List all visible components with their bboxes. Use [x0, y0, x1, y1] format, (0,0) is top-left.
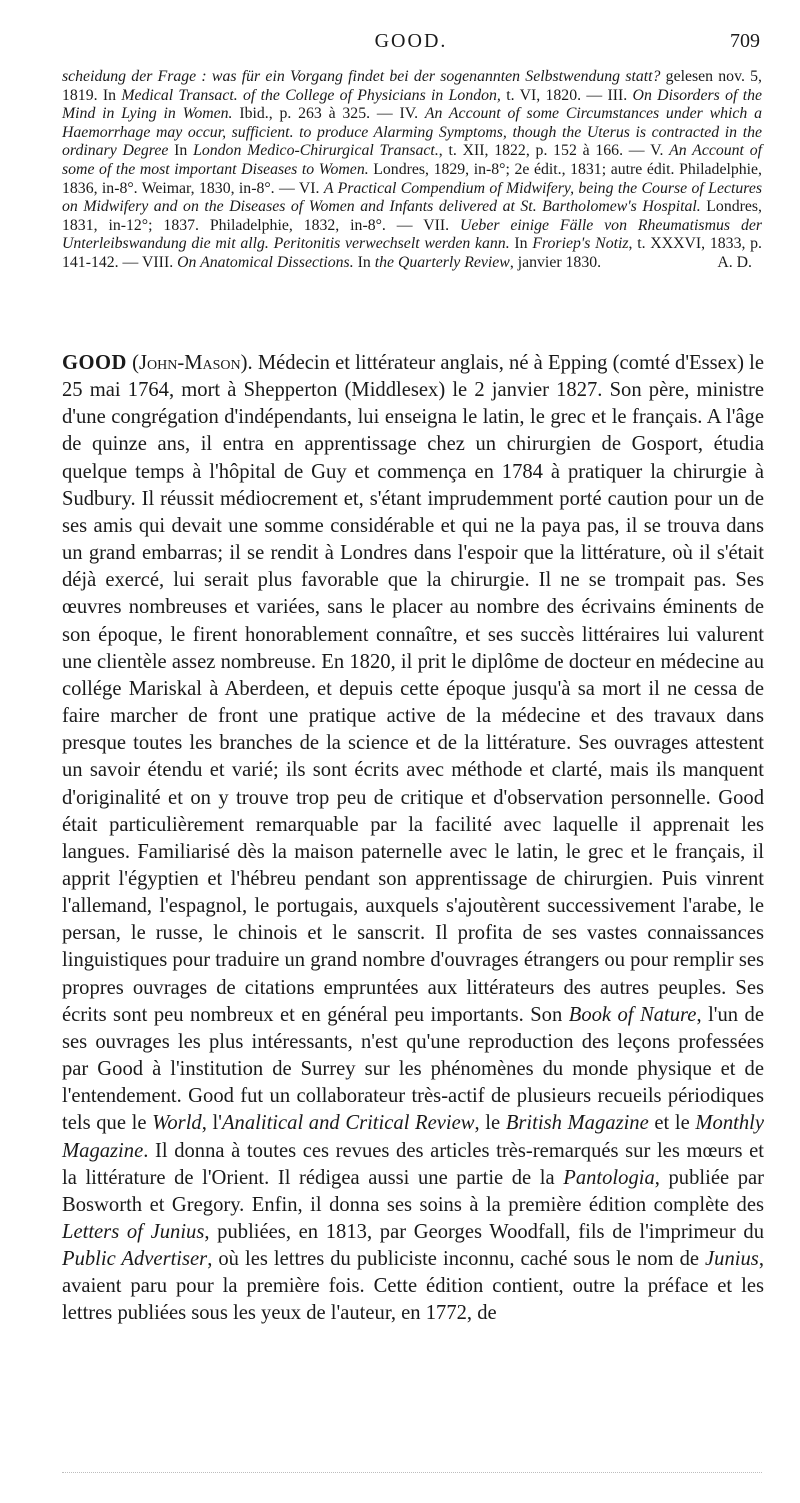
text-run: gelesen nov. 5, 1819. In [62, 68, 762, 104]
name-open: ( [126, 352, 139, 374]
text-run: t. VI, 1820. — III. [500, 86, 633, 104]
italic-text-run: Junius [705, 1248, 759, 1271]
text-run: Ibid., p. 263 à 325. — IV. [232, 105, 425, 123]
italic-text-run: World [152, 1112, 202, 1135]
article-paragraph [62, 350, 764, 1328]
footer-rule [62, 1472, 762, 1473]
italic-text-run: Froriep's Notiz [532, 235, 629, 253]
notes-paragraph [62, 68, 762, 273]
text-run: , où les lettres du publiciste inconnu, caché sous le nom de [207, 1248, 706, 1271]
text-run: , l'un de ses ouvrages les plus intéressants, n'est qu'une reproduction des leçons professées par Good à l'institution de Surrey sur les phénomènes du monde physique et de l'entendement. Good fut un collaborateur très-actif de plusieurs recueils périodiques tels que le [62, 1003, 764, 1135]
text-run: , le [474, 1112, 506, 1135]
notes-body [62, 68, 762, 271]
italic-text-run: scheidung der Frage : was für ein Vorgang findet bei der sogenannten Selbstwendung statt? [62, 68, 661, 85]
italic-text-run: Medical Transact. of the College of Physicians in London, [121, 86, 501, 104]
text-run: , publiées, en 1813, par Georges Woodfall, fils de l'imprimeur du [204, 1221, 764, 1243]
text-run: et le [648, 1112, 696, 1135]
italic-text-run: Monthly Magazine [62, 1112, 765, 1162]
italic-text-run: British Magazine [505, 1112, 649, 1135]
italic-text-run: A Practical Compendium of Midwifery, being the Course of Lectures on Midwifery and on the Diseases of Women and Infants delivered at St. Bartholomew's Hospital. [62, 179, 762, 216]
italic-text-run: the Quarterly Review [374, 253, 510, 271]
text-run: , janvier 1830. [509, 253, 602, 271]
italic-text-run: Analitical and Critical Review [221, 1112, 475, 1135]
italic-text-run: Letters of Junius [62, 1221, 205, 1243]
text-run: In [509, 235, 533, 253]
italic-text-run: Book of Nature [568, 1003, 697, 1026]
text-run: Londres, 1829, in-8°; 2e édit., 1831; autre édit. Philadelphie, 1836, in-8°. Weimar, 1830, in-8°. — VI. [62, 160, 762, 197]
italic-text-run: Pantologia [563, 1166, 655, 1189]
article-headword: GOOD [62, 352, 127, 374]
article-body [62, 352, 764, 1324]
text-run: . Il donna à toutes ces revues des articles très-remarqués sur les mœurs et la littérature de l'Orient. Il rédigea aussi une partie de la [62, 1139, 764, 1189]
name-close: ). [240, 352, 258, 374]
page-number: 709 [730, 30, 760, 52]
text-run: , t. XXXVI, 1833, p. 141-142. — VIII. [62, 235, 763, 271]
text-run: Londres, 1831, in-12°; 1837. Philadelphie, 1832, in-8°. — VII. [62, 198, 762, 234]
text-run: , t. XII, 1822, p. 152 à 166. — V. [438, 142, 670, 160]
running-head: GOOD. [374, 30, 448, 52]
page-header [62, 30, 760, 58]
bibliography-notes [62, 68, 762, 273]
text-run: , publiée par Bosworth et Gregory. Enfin, il donna ses soins à la première édition complète des [62, 1166, 764, 1216]
italic-text-run: Public Advertiser [62, 1248, 208, 1271]
text-run: In [168, 142, 194, 160]
text-run: Médecin et littérateur anglais, né à Epping (comté d'Essex) le 25 mai 1764, mort à Shepperton (Middlesex) le 2 janvier 1827. Son père, ministre d'une congrégation d'indépendants, lui enseigna le latin, le grec et le français. A l'âge de quinze ans, il entra en apprentissage chez un chirurgien de Gosport, étudia quelque temps à l'hôpital de Guy et commença en 1784 à pratiquer la chirurgie à Sudbury. Il réussit médiocrement et, s'étant imprudemment porté caution pour un de ses amis qui devait une somme considérable et qui ne la paya pas, il se trouva dans un grand embarras; il se rendit à Londres dans l'espoir que la littérature, où il s'était déjà exercé, lui serait plus favorable que la chirurgie. Il ne se trompait pas. Ses œuvres nombreuses et variées, sans le placer au nombre des écrivains éminents de son époque, le firent honorablement connaître, et ses succès littéraires lui valurent une clientèle assez nombreuse. En 1820, il prit le diplôme de docteur en médecine au collége Mariskal à Aberdeen, et depuis cette époque jusqu'à sa mort il ne cessa de faire marcher de front une pratique active de la médecine et des travaux dans presque toutes les branches de la science et de la littérature. Ses ouvrages attestent un savoir étendu et varié; ils sont écrits avec méthode et clarté, mais ils manquent d'originalité et on y trouve trop peu de critique et d'observation personnelle. Good était particulièrement remarquable par la facilité avec laquelle il apprenait les langues. Familiarisé dès la maison paternelle avec le latin, le grec et le français, il apprit l'égyptien et l'hébreu pendant son apprentissage de chirurgien. Puis vinrent l'allemand, l'espagnol, le portugais, auxquels s'ajoutèrent successivement l'arabe, le persan, le russe, le chinois et le sanscrit. Il profita de ses vastes connaissances linguistiques pour traduire un grand nombre d'ouvrages étrangers ou pour remplir ses propres ouvrages de citations empruntées aux littérateurs des autres peuples. Ses écrits sont peu nombreux et en général peu importants. Son [62, 352, 765, 1026]
biography-article [62, 350, 764, 1328]
italic-text-run: On Anatomical Dissections. [177, 253, 354, 271]
italic-text-run: London Medico-Chirurgical Transact. [193, 142, 439, 160]
italic-text-run: On Disorders of the Mind in Lying in Women. [62, 86, 762, 123]
italic-text-run: An Account of some Circumstances under which a Haemorrhage may occur, sufficient. to produce Alarming Symptoms, though the Uterus is contracted in the ordinary Degree [62, 105, 763, 160]
article-subject-name: John-Mason [139, 352, 241, 374]
author-signature: A. D. [717, 253, 752, 271]
italic-text-run: Ueber einige Fälle von Rheumatismus der Unterleibswandung die mit allg. Peritonitis verwechselt werden kann. [62, 216, 763, 253]
text-run: In [353, 253, 375, 271]
italic-text-run: An Account of some of the most important Diseases to Women. [62, 142, 762, 178]
text-run: , l' [201, 1112, 222, 1135]
text-run: , avaient paru pour la première fois. Cette édition contient, outre la préface et les lettres publiées sous les yeux de l'auteur, en 1772, de [62, 1248, 764, 1325]
